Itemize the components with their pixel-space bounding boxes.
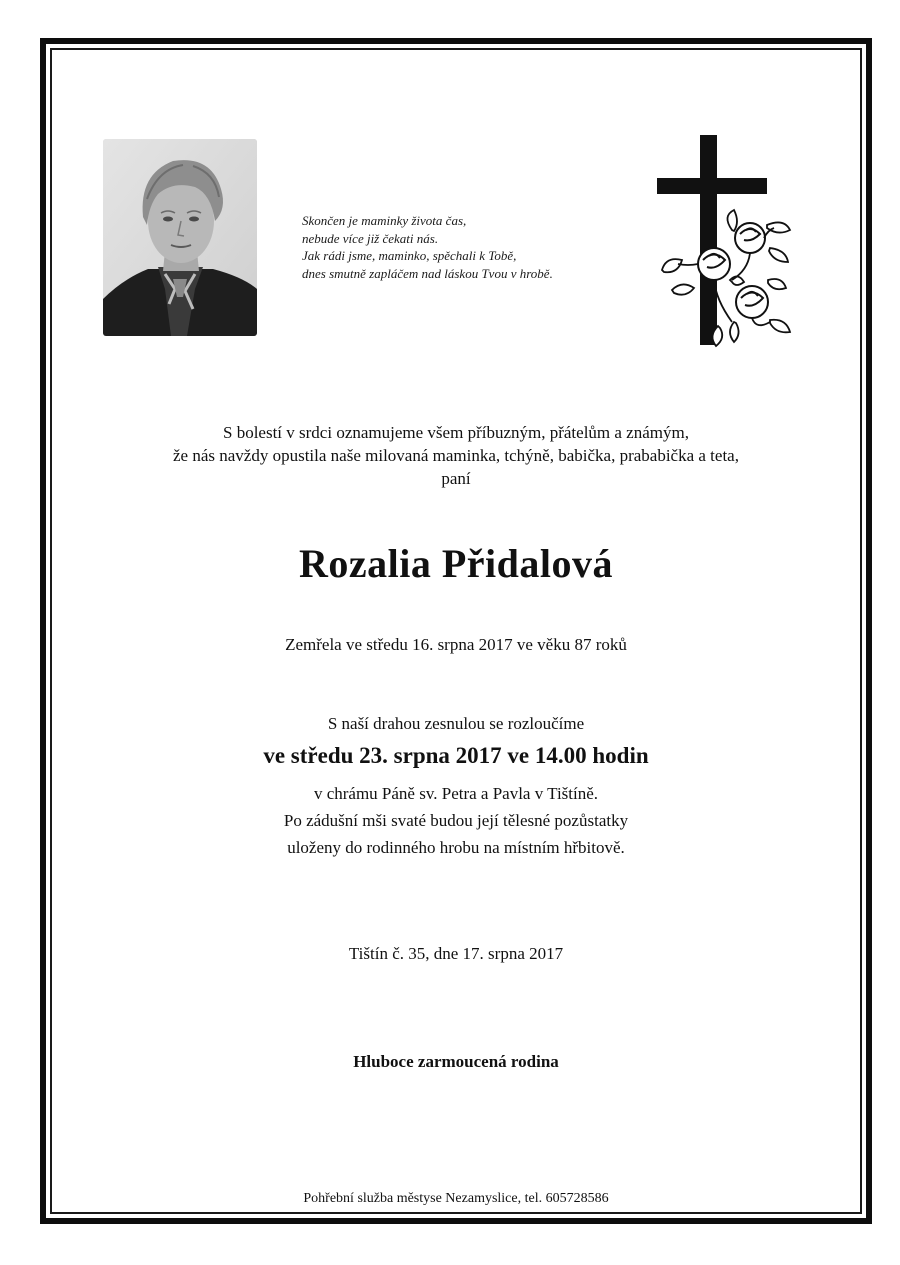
location-line: uloženy do rodinného hrobu na místním hřbitově.	[287, 838, 625, 857]
location-line: v chrámu Páně sv. Petra a Pavla v Tištíně.	[313, 784, 599, 803]
poem-line: Jak rádi jsme, maminko, spěchali k Tobě,	[302, 248, 517, 263]
poem-line: dnes smutně zapláčem nad láskou Tvou v hrobě.	[302, 265, 553, 281]
funeral-date-time: ve středu 23. srpna 2017 ve 14.00 hodin	[263, 743, 649, 768]
intro-line: že nás navždy opustila naše milovaná maminka, tchýně, babička, prababička a teta,	[173, 446, 739, 465]
funeral-service-footer: Pohřební služba městyse Nezamyslice, tel. 605728586	[303, 1191, 609, 1206]
intro-line: S bolestí v srdci oznamujeme všem příbuzným, přátelům a známým,	[223, 423, 689, 442]
location-line: Po zádušní mši svaté budou její tělesné pozůstatky	[283, 811, 629, 830]
poem-line: nebude více již čekati nás.	[302, 230, 439, 246]
family-signature: Hluboce zarmoucená rodina	[353, 1052, 559, 1071]
intro-line: paní	[441, 469, 471, 488]
portrait-photo	[103, 139, 257, 336]
announcement-intro	[60, 421, 852, 490]
poem-line: Skončen je maminky života čas,	[302, 213, 467, 228]
poem	[302, 212, 553, 282]
funeral-location	[60, 780, 852, 861]
deceased-name: Rozalia Přidalová	[298, 541, 614, 586]
death-notice: Zemřela ve středu 16. srpna 2017 ve věku 87 roků	[285, 635, 627, 654]
place-and-date: Tištín č. 35, dne 17. srpna 2017	[348, 944, 564, 963]
farewell-text: S naší drahou zesnulou se rozloučíme	[327, 714, 585, 733]
cross-with-roses-icon	[652, 130, 797, 352]
